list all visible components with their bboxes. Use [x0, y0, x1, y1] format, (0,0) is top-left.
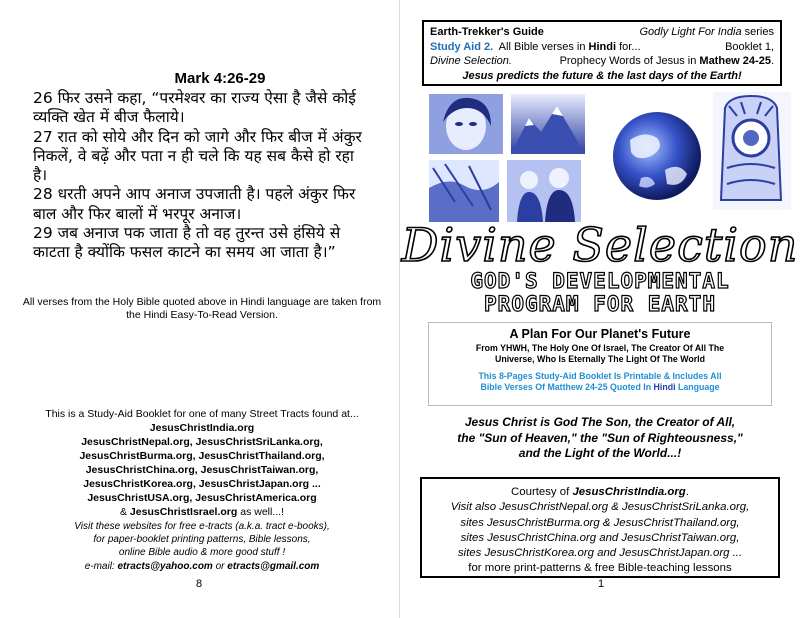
plan-blue-lang: Hindi: [653, 382, 676, 392]
verses-lang: Hindi: [588, 40, 617, 53]
subtitle-line-2: PROGRAM FOR EARTH: [484, 292, 716, 316]
site-line: JesusChristUSA.org, JesusChristAmerica.org: [87, 492, 317, 504]
ampersand: &: [119, 506, 127, 518]
site-line: JesusChristIndia.org: [149, 422, 255, 434]
creed-line: Jesus Christ is God The Son, the Creator of All,: [464, 415, 736, 429]
series-label: [639, 25, 774, 40]
study-aid-label: Study Aid 2.: [430, 40, 494, 53]
verses-post: for...: [616, 40, 641, 53]
email-or: or: [215, 560, 225, 572]
right-page: [400, 0, 800, 618]
verse-28: 28 धरती अपने आप अनाज उपजाती है। पहले अंकुर फिर बाल और फिर बालों में भरपूर अनाज।: [33, 185, 356, 223]
prophecy-pre: Prophecy Words of Jesus in: [559, 55, 700, 67]
sites-intro: This is a Study-Aid Booklet for one of many Street Tracts found at...: [45, 408, 359, 420]
plan-heading: A Plan For Our Planet's Future: [509, 327, 691, 341]
passage-reference: Mark 4:26-29: [174, 70, 266, 87]
girl-photo: [429, 94, 503, 154]
courtesy-box: [420, 477, 780, 578]
courtesy-sites-line: Visit also JesusChristNepal.org & JesusChristSriLanka.org,: [450, 501, 750, 514]
courtesy-site: JesusChristIndia.org: [572, 486, 686, 498]
hindi-verses: [33, 89, 368, 263]
earth-globe-illustration: [613, 112, 701, 200]
source-note: All verses from the Holy Bible quoted above in Hindi language are taken from the Hindi Easy-To-Read Version.: [22, 296, 382, 321]
study-aid-line: [430, 40, 641, 55]
email-gmail: etracts@gmail.com: [227, 560, 320, 572]
site-line-last: [22, 505, 382, 519]
verses-pre: All Bible verses in: [498, 40, 589, 53]
creed-statement: [420, 415, 780, 462]
plan-line: Universe, Who Is Eternally The Light Of The World: [494, 354, 705, 364]
guide-tagline: Jesus predicts the future & the last days of the Earth!: [462, 69, 742, 82]
courtesy-post: .: [685, 486, 689, 498]
guide-row-2: [430, 40, 774, 55]
email-yahoo: etracts@yahoo.com: [117, 560, 213, 572]
as-well-text: as well...!: [240, 506, 284, 518]
website-list: [22, 407, 382, 519]
ancient-figure-illustration: [713, 92, 791, 210]
courtesy-line: [422, 485, 778, 500]
series-word: series: [744, 26, 774, 38]
plan-blue-pre: Bible Verses Of Matthew 24-25 Quoted In: [480, 382, 654, 392]
plan-blue-post: Language: [675, 382, 720, 392]
site-israel: JesusChristIsrael.org: [129, 506, 238, 518]
prophecy-ref: Mathew 24-25: [699, 55, 771, 67]
plan-box: [428, 322, 772, 406]
prophecy-line: Prophecy Words of Jesus in Mathew 24-25.: [559, 55, 774, 67]
guide-header-box: [422, 20, 782, 86]
verse-29: 29 जब अनाज पक जाता है तो वह तुरन्त उसे हंसिये से काटता है क्योंकि फसल काटने का समय आ जाता है।”: [33, 224, 341, 262]
cover-photo-collage: [425, 92, 795, 226]
verse-26: 26 फिर उसने कहा, “परमेश्वर का राज्य ऐसा है जैसे कोई व्यक्ति खेत में बीज फैलाये।: [33, 89, 356, 127]
subtitle: [400, 270, 800, 316]
guide-row-3: [430, 54, 774, 69]
plan-description: [429, 343, 771, 365]
guide-title: Earth-Trekker's Guide: [430, 26, 544, 38]
site-line: JesusChristNepal.org, JesusChristSriLanka.org,: [81, 436, 323, 448]
creed-line: the "Sun of Heaven," the "Sun of Righteousness,": [457, 430, 743, 445]
site-line: JesusChristChina.org, JesusChristTaiwan.org,: [85, 464, 319, 476]
guide-row-1: [430, 25, 774, 40]
site-line: JesusChristKorea.org, JesusChristJapan.org ...: [83, 478, 321, 490]
verse-27: 27 रात को सोये और दिन को जागे और फिर बीज में अंकुर निकलें, वे बढ़ें और पता न ही चले कि यह सब कैसे हो रहा है।: [33, 127, 362, 185]
site-line: JesusChristBurma.org, JesusChristThailand.org,: [79, 450, 325, 462]
subtitle-line-1: GOD'S DEVELOPMENTAL: [470, 269, 730, 293]
courtesy-sites-line: sites JesusChristBurma.org & JesusChristThailand.org,: [460, 516, 740, 529]
page-number: 1: [598, 578, 605, 590]
mountain-photo: [511, 94, 585, 154]
series-name: Godly Light For India: [639, 26, 742, 38]
main-title: Divine Selection: [401, 218, 799, 272]
free-line: online Bible audio & more good stuff !: [118, 547, 286, 559]
plan-blue-line: This 8-Pages Study-Aid Booklet Is Printable & Includes All: [478, 371, 722, 381]
free-line: for paper-booklet printing patterns, Bible lessons,: [93, 534, 311, 546]
plan-booklet-note: [429, 371, 771, 393]
people-photo: [507, 160, 581, 222]
page-number: 8: [196, 578, 203, 590]
creed-line: and the Light of the World...!: [518, 446, 682, 460]
courtesy-closing-line: for more print-patterns & free Bible-teaching lessons: [468, 562, 732, 575]
plan-blue-line-2: [429, 382, 771, 393]
booklet-title: Divine Selection.: [430, 55, 512, 67]
email-line: [22, 560, 382, 573]
free-resources-note: [22, 520, 382, 573]
booklet-label: Booklet 1,: [725, 40, 774, 53]
courtesy-pre: Courtesy of: [511, 486, 573, 498]
plan-line: From YHWH, The Holy One Of Israel, The Creator Of All The: [475, 343, 725, 353]
courtesy-sites-line: sites JesusChristKorea.org and JesusChristJapan.org ...: [457, 547, 743, 560]
courtesy-sites-line: sites JesusChristChina.org and JesusChristTaiwan.org,: [460, 531, 740, 544]
landscape-photo: [429, 160, 499, 222]
email-label: e-mail:: [84, 560, 115, 572]
free-line: Visit these websites for free e-tracts (a.k.a. tract e-books),: [74, 521, 330, 532]
